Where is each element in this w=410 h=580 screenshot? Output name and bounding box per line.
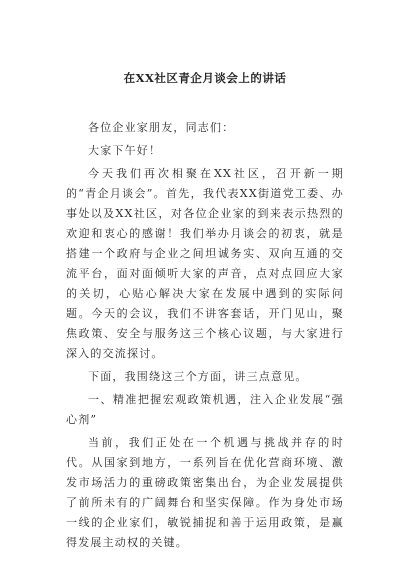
salutation-paragraph: 各位企业家朋友，同志们： xyxy=(88,121,235,134)
greeting-paragraph: 大家下午好！ xyxy=(88,144,162,157)
opening-paragraph: 今天我们再次相聚在XX社区，召开新一期的“青企月谈会”。首先，我代表XX街道党工委、办事处以及XX社区，对各位企业家的到来表示热烈的欢迎和衷心的感谢！我们举办月谈会的初衷，就是搭建一个政府与企业之间坦诚务实、双向互通的交流平台，面对面倾听大家的声音，点对点回应大家的关切，心贴心解决大家在发展中遇到的实际问题。今天的会议，我们不讲客套话，开门见山，聚焦政策、安全与服务这三个核心议题，与大家进行深入的交流探讨。 xyxy=(66,167,344,360)
document-body xyxy=(66,118,344,556)
section-one-paragraph: 当前，我们正处在一个机遇与挑战并存的时代。从国家到地方，一系列旨在优化营商环境、激发市场活力的重磅政策密集出台，为企业发展提供了前所未有的广阔舞台和坚实保障。作为身处市场一线的企业家们，敏锐捕捉和善于运用政策，是赢得发展主动权的关键。 xyxy=(66,436,344,549)
section-heading-one: 一、精准把握宏观政策机遇，注入企业发展“强心剂” xyxy=(66,393,344,426)
outline-paragraph: 下面，我围绕这三个方面，讲三点意见。 xyxy=(88,370,308,383)
document-title: 在XX社区青企月谈会上的讲话 xyxy=(123,71,287,85)
